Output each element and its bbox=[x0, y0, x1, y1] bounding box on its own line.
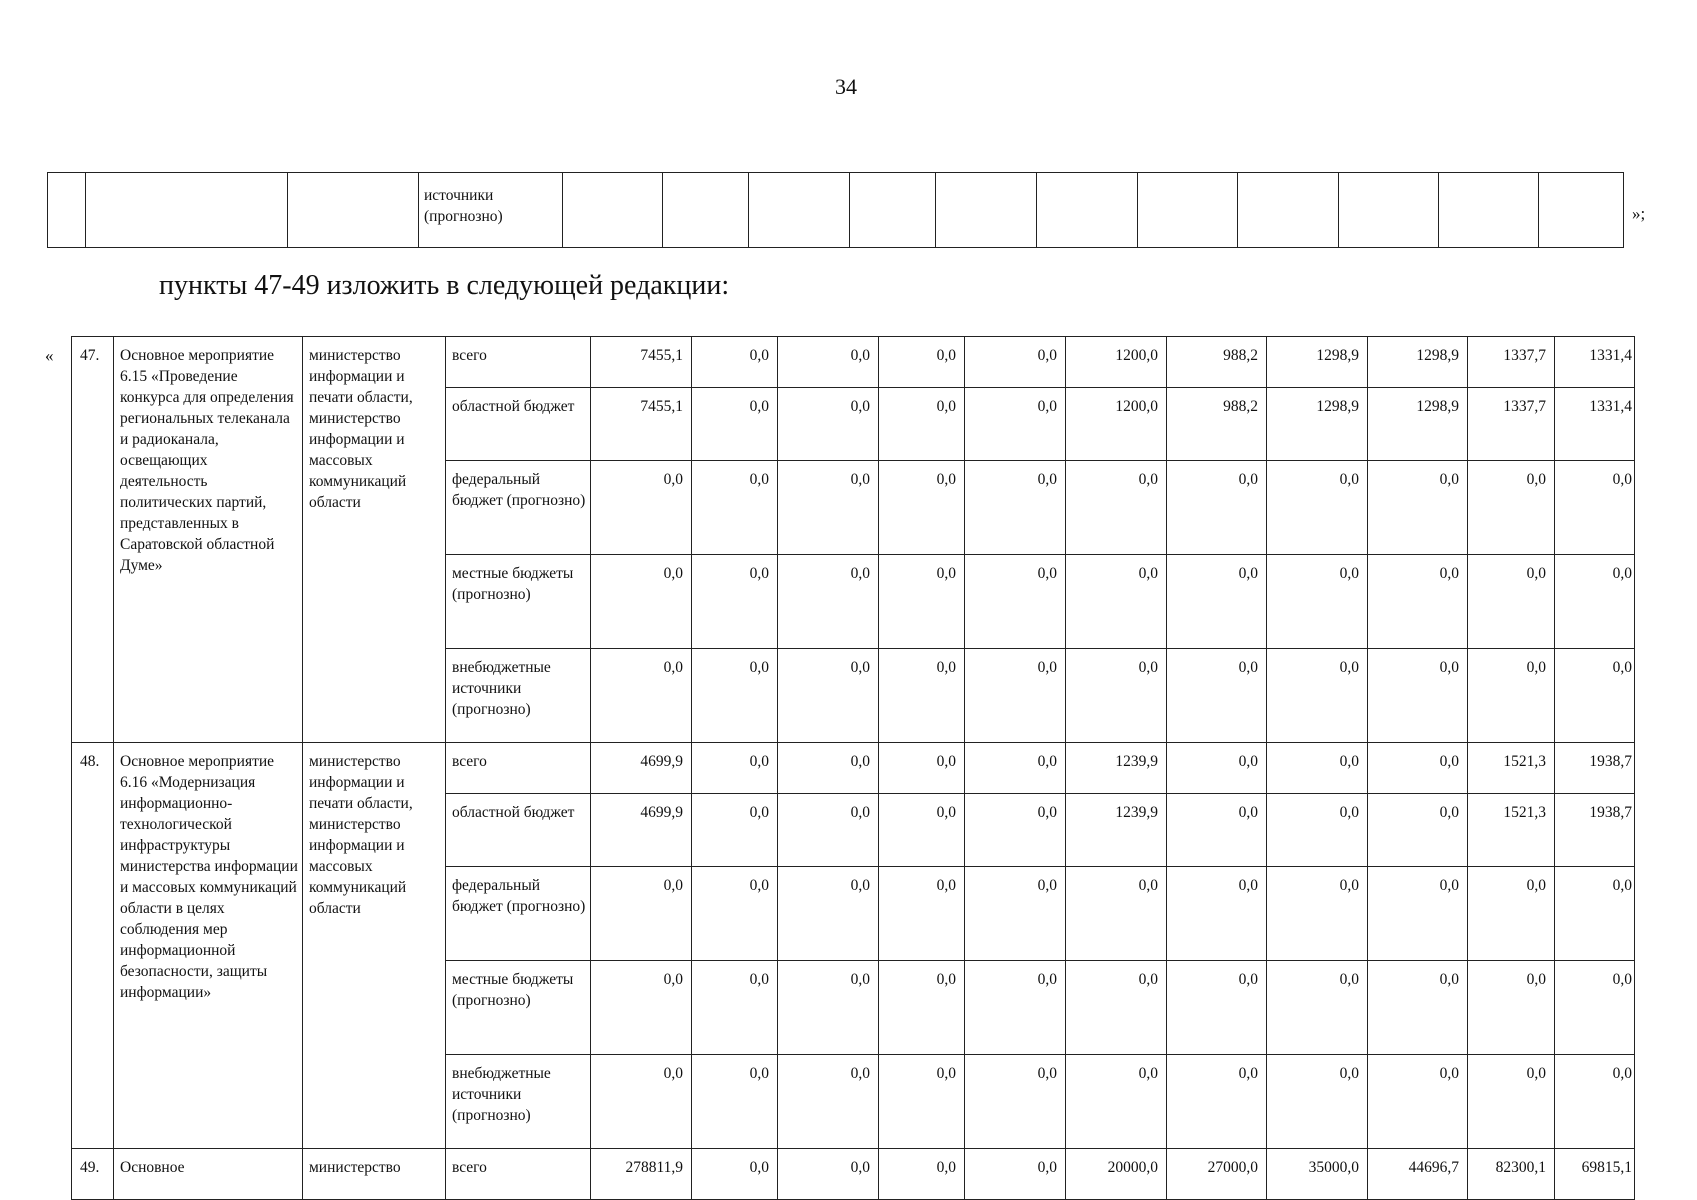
amount-cell: 0,0 bbox=[1066, 1055, 1167, 1149]
amount-cell: 0,0 bbox=[1066, 961, 1167, 1055]
amount-cell: 1521,3 bbox=[1468, 743, 1555, 794]
amount-cell: 0,0 bbox=[1167, 794, 1267, 867]
amount-cell: 1200,0 bbox=[1066, 337, 1167, 388]
amount-cell: 0,0 bbox=[1555, 961, 1635, 1055]
table-row bbox=[72, 1149, 1635, 1200]
amount-cell: 0,0 bbox=[879, 555, 965, 649]
amount-cell: 0,0 bbox=[1555, 555, 1635, 649]
amount-cell: 0,0 bbox=[778, 1149, 879, 1200]
amount-cell: 0,0 bbox=[778, 461, 879, 555]
amount-cell: 0,0 bbox=[965, 794, 1066, 867]
amount-cell: 0,0 bbox=[778, 794, 879, 867]
page-number: 34 bbox=[835, 74, 857, 99]
amount-cell: 0,0 bbox=[1066, 555, 1167, 649]
source-cell bbox=[419, 173, 563, 248]
table-row bbox=[48, 173, 1624, 248]
amount-cell: 0,0 bbox=[879, 961, 965, 1055]
amount-cell: 0,0 bbox=[1368, 461, 1468, 555]
amount-cell: 1239,9 bbox=[1066, 743, 1167, 794]
amount-cell: 0,0 bbox=[1167, 867, 1267, 961]
amount-cell: 4699,9 bbox=[591, 794, 692, 867]
amount-cell: 0,0 bbox=[1167, 1055, 1267, 1149]
item-responsible: министерство bbox=[303, 1149, 446, 1200]
amount-cell: 0,0 bbox=[1468, 649, 1555, 743]
financing-table bbox=[71, 336, 1635, 1200]
amount-cell: 0,0 bbox=[692, 961, 778, 1055]
amount-cell: 0,0 bbox=[692, 461, 778, 555]
amount-cell: 0,0 bbox=[778, 867, 879, 961]
amount-cell: 0,0 bbox=[778, 961, 879, 1055]
amount-cell: 0,0 bbox=[1267, 794, 1368, 867]
amount-cell: 0,0 bbox=[1267, 461, 1368, 555]
amount-cell: 0,0 bbox=[1555, 1055, 1635, 1149]
funding-source: областной бюджет bbox=[446, 388, 591, 461]
amount-cell: 278811,9 bbox=[591, 1149, 692, 1200]
amount-cell: 1337,7 bbox=[1468, 337, 1555, 388]
amount-cell: 0,0 bbox=[1555, 649, 1635, 743]
amount-cell: 0,0 bbox=[965, 555, 1066, 649]
amount-cell: 0,0 bbox=[879, 794, 965, 867]
item-number: 49. bbox=[72, 1149, 114, 1200]
amount-cell: 0,0 bbox=[1368, 961, 1468, 1055]
amount-cell: 0,0 bbox=[879, 1149, 965, 1200]
closing-quote-mark: »; bbox=[1632, 204, 1646, 223]
amount-cell: 0,0 bbox=[879, 1055, 965, 1149]
item-name: Основное bbox=[114, 1149, 303, 1200]
amount-cell: 0,0 bbox=[591, 555, 692, 649]
amount-cell: 0,0 bbox=[1267, 555, 1368, 649]
amount-cell: 1239,9 bbox=[1066, 794, 1167, 867]
amount-cell: 1337,7 bbox=[1468, 388, 1555, 461]
amount-cell: 0,0 bbox=[879, 867, 965, 961]
amount-cell: 0,0 bbox=[692, 1055, 778, 1149]
funding-source: местные бюджеты (прогнозно) bbox=[446, 961, 591, 1055]
amount-cell: 0,0 bbox=[1555, 867, 1635, 961]
amount-cell: 0,0 bbox=[692, 867, 778, 961]
amount-cell: 0,0 bbox=[778, 337, 879, 388]
amount-cell: 0,0 bbox=[692, 794, 778, 867]
amount-cell: 0,0 bbox=[965, 337, 1066, 388]
amount-cell: 0,0 bbox=[591, 649, 692, 743]
amount-cell: 0,0 bbox=[1066, 867, 1167, 961]
item-number: 47. bbox=[72, 337, 114, 743]
opening-quote-mark: « bbox=[45, 346, 54, 365]
amount-cell: 0,0 bbox=[965, 961, 1066, 1055]
amount-cell: 1298,9 bbox=[1368, 388, 1468, 461]
amount-cell: 0,0 bbox=[965, 461, 1066, 555]
amount-cell: 0,0 bbox=[879, 649, 965, 743]
amount-cell: 0,0 bbox=[1468, 867, 1555, 961]
amount-cell: 0,0 bbox=[965, 1055, 1066, 1149]
amount-cell: 0,0 bbox=[591, 1055, 692, 1149]
amount-cell: 0,0 bbox=[1167, 961, 1267, 1055]
amount-cell: 1200,0 bbox=[1066, 388, 1167, 461]
amount-cell: 0,0 bbox=[965, 743, 1066, 794]
continuation-table bbox=[47, 172, 1624, 248]
item-responsible: министерство информации и печати области, министерство информации и массовых коммуникаций области bbox=[303, 337, 446, 743]
item-name: Основное мероприятие 6.15 «Проведение конкурса для определения региональных телеканала и радиоканала, освещающих деятельность политических партий, представленных в Саратовской областной Думе» bbox=[114, 337, 303, 743]
amount-cell: 0,0 bbox=[1167, 555, 1267, 649]
financing-table-body bbox=[72, 337, 1635, 1200]
funding-source: всего bbox=[446, 743, 591, 794]
amount-cell: 35000,0 bbox=[1267, 1149, 1368, 1200]
amount-cell: 0,0 bbox=[778, 743, 879, 794]
amount-cell: 0,0 bbox=[1167, 461, 1267, 555]
amount-cell: 0,0 bbox=[692, 649, 778, 743]
amount-cell: 27000,0 bbox=[1167, 1149, 1267, 1200]
amount-cell: 0,0 bbox=[1267, 1055, 1368, 1149]
funding-source: внебюджетные источники (прогнозно) bbox=[446, 1055, 591, 1149]
amount-cell: 1298,9 bbox=[1368, 337, 1468, 388]
table-row bbox=[72, 337, 1635, 388]
amount-cell: 0,0 bbox=[778, 1055, 879, 1149]
amount-cell: 44696,7 bbox=[1368, 1149, 1468, 1200]
amount-cell: 0,0 bbox=[1368, 867, 1468, 961]
item-responsible: министерство информации и печати области, министерство информации и массовых коммуникаций области bbox=[303, 743, 446, 1149]
amount-cell: 0,0 bbox=[965, 867, 1066, 961]
item-number: 48. bbox=[72, 743, 114, 1149]
amount-cell: 0,0 bbox=[879, 743, 965, 794]
amount-cell: 0,0 bbox=[692, 743, 778, 794]
amount-cell: 1331,4 bbox=[1555, 337, 1635, 388]
amount-cell: 0,0 bbox=[1066, 649, 1167, 743]
amount-cell: 20000,0 bbox=[1066, 1149, 1167, 1200]
amount-cell: 0,0 bbox=[1267, 649, 1368, 743]
amount-cell: 0,0 bbox=[965, 1149, 1066, 1200]
amount-cell: 1298,9 bbox=[1267, 388, 1368, 461]
item-name: Основное мероприятие 6.16 «Модернизация информационно-технологической инфраструктуры министерства информации и массовых коммуникаций области в целях соблюдения мер информационной безопасности, защиты информации» bbox=[114, 743, 303, 1149]
amount-cell: 69815,1 bbox=[1555, 1149, 1635, 1200]
amount-cell: 1298,9 bbox=[1267, 337, 1368, 388]
amount-cell: 82300,1 bbox=[1468, 1149, 1555, 1200]
amount-cell: 1331,4 bbox=[1555, 388, 1635, 461]
amount-cell: 0,0 bbox=[692, 1149, 778, 1200]
amount-cell: 0,0 bbox=[1368, 555, 1468, 649]
amount-cell: 0,0 bbox=[1267, 743, 1368, 794]
amount-cell: 0,0 bbox=[879, 388, 965, 461]
funding-source: федеральный бюджет (прогнозно) bbox=[446, 461, 591, 555]
funding-source: местные бюджеты (прогнозно) bbox=[446, 555, 591, 649]
amount-cell: 1521,3 bbox=[1468, 794, 1555, 867]
amount-cell: 0,0 bbox=[1066, 461, 1167, 555]
instruction-text: пункты 47-49 изложить в следующей редакции: bbox=[159, 270, 730, 301]
amount-cell: 4699,9 bbox=[591, 743, 692, 794]
funding-source: внебюджетные источники (прогнозно) bbox=[446, 649, 591, 743]
amount-cell: 7455,1 bbox=[591, 388, 692, 461]
amount-cell: 0,0 bbox=[1468, 1055, 1555, 1149]
funding-source: всего bbox=[446, 337, 591, 388]
table-row bbox=[72, 743, 1635, 794]
amount-cell: 0,0 bbox=[1468, 555, 1555, 649]
amount-cell: 988,2 bbox=[1167, 388, 1267, 461]
funding-source: всего bbox=[446, 1149, 591, 1200]
amount-cell: 0,0 bbox=[1167, 649, 1267, 743]
amount-cell: 0,0 bbox=[778, 555, 879, 649]
amount-cell: 0,0 bbox=[1267, 867, 1368, 961]
amount-cell: 0,0 bbox=[1368, 794, 1468, 867]
amount-cell: 0,0 bbox=[1368, 743, 1468, 794]
amount-cell: 0,0 bbox=[965, 388, 1066, 461]
amount-cell: 0,0 bbox=[591, 461, 692, 555]
amount-cell: 0,0 bbox=[965, 649, 1066, 743]
amount-cell: 7455,1 bbox=[591, 337, 692, 388]
amount-cell: 0,0 bbox=[1167, 743, 1267, 794]
amount-cell: 0,0 bbox=[1267, 961, 1368, 1055]
amount-cell: 0,0 bbox=[692, 337, 778, 388]
amount-cell: 0,0 bbox=[591, 961, 692, 1055]
amount-cell: 0,0 bbox=[1555, 461, 1635, 555]
amount-cell: 0,0 bbox=[1468, 461, 1555, 555]
amount-cell: 0,0 bbox=[1468, 961, 1555, 1055]
amount-cell: 0,0 bbox=[1368, 1055, 1468, 1149]
amount-cell: 1938,7 bbox=[1555, 794, 1635, 867]
amount-cell: 0,0 bbox=[879, 461, 965, 555]
amount-cell: 0,0 bbox=[1368, 649, 1468, 743]
funding-source: федеральный бюджет (прогнозно) bbox=[446, 867, 591, 961]
amount-cell: 0,0 bbox=[778, 388, 879, 461]
funding-source: областной бюджет bbox=[446, 794, 591, 867]
amount-cell: 0,0 bbox=[879, 337, 965, 388]
amount-cell: 0,0 bbox=[778, 649, 879, 743]
amount-cell: 0,0 bbox=[692, 555, 778, 649]
source-label: источники (прогнозно) bbox=[424, 187, 503, 225]
amount-cell: 988,2 bbox=[1167, 337, 1267, 388]
amount-cell: 1938,7 bbox=[1555, 743, 1635, 794]
amount-cell: 0,0 bbox=[692, 388, 778, 461]
amount-cell: 0,0 bbox=[591, 867, 692, 961]
